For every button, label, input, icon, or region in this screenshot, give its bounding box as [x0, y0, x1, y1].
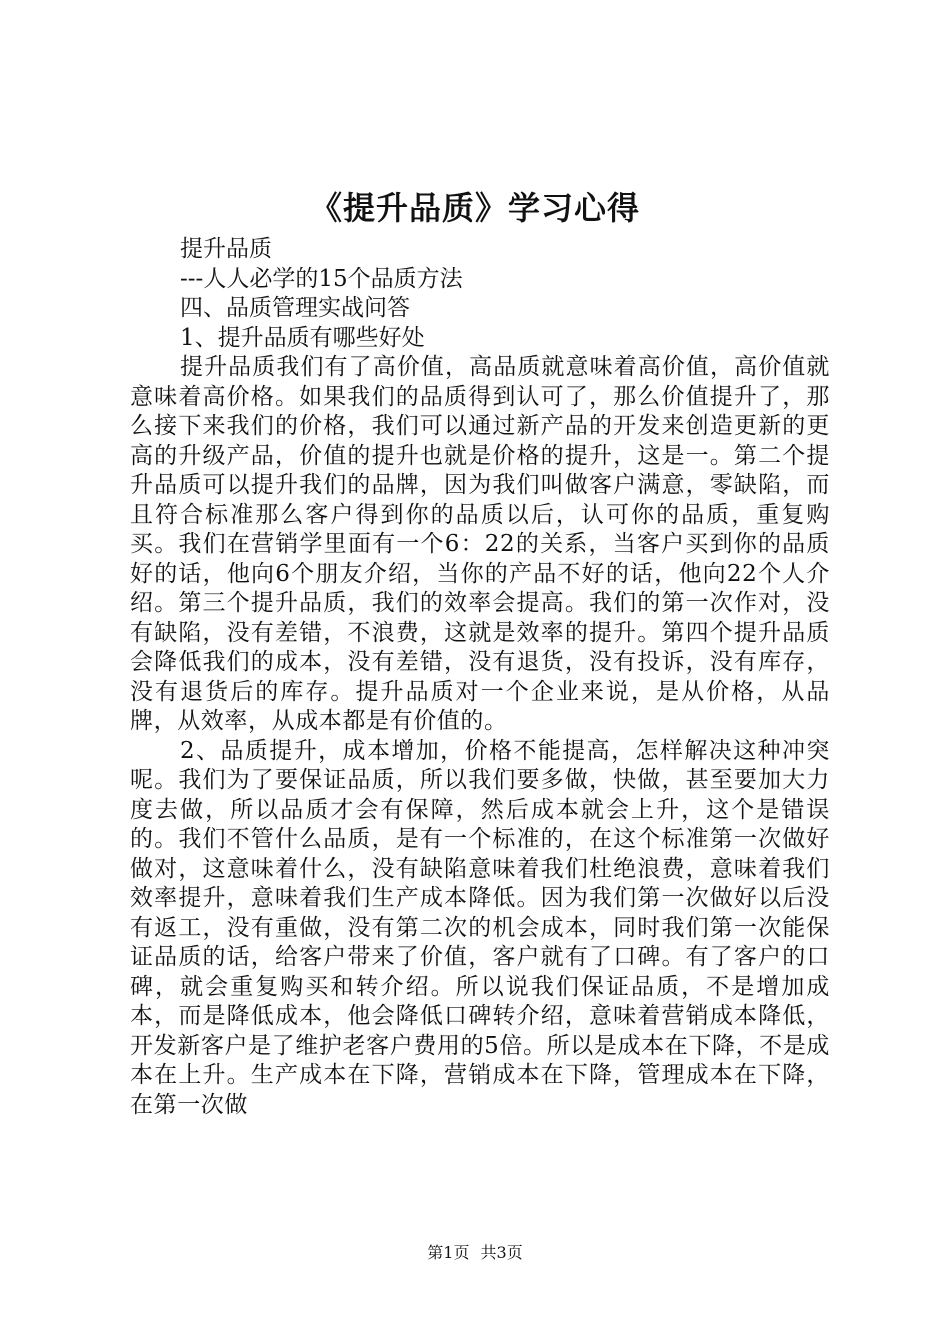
document-body [130, 235, 830, 1120]
paragraph-2: 2、品质提升，成本增加，价格不能提高，怎样解决这种冲突呢。我们为了要保证品质，所以我们要多做，快做，甚至要加大力度去做，所以品质才会有保障，然后成本就会上升，这个是错误的。我们不管什么品质，是有一个标准的，在这个标准第一次做好做对，这意味着什么，没有缺陷意味着我们杜绝浪费，意味着我们效率提升，意味着我们生产成本降低。因为我们第一次做好以后没有返工，没有重做，没有第二次的机会成本，同时我们第一次能保证品质的话，给客户带来了价值，客户就有了口碑。有了客户的口碑，就会重复购买和转介绍。所以说我们保证品质，不是增加成本，而是降低成本，他会降低口碑转介绍，意味着营销成本降低，开发新客户是了维护老客户费用的5倍。所以是成本在下降，不是成本在上升。生产成本在下降，营销成本在下降，管理成本在下降，在第一次做 [130, 737, 830, 1118]
page-footer [0, 1242, 950, 1264]
document-title: 《提升品质》学习心得 [309, 189, 640, 227]
page-number: 第1页 [427, 1243, 470, 1262]
heading-line-4: 1、提升品质有哪些好处 [180, 324, 425, 351]
paragraph-1: 提升品质我们有了高价值，高品质就意味着高价值，高价值就意味着高价格。如果我们的品质得到认可了，那么价值提升了，那么接下来我们的价格，我们可以通过新产品的开发来创造更新的更高的升级产品，价值的提升也就是价格的提升，这是一。第二个提升品质可以提升我们的品牌，因为我们叫做客户满意，零缺陷，而且符合标准那么客户得到你的品质以后，认可你的品质，重复购买。我们在营销学里面有一个6：22的关系，当客户买到你的品质好的话，他向6个朋友介绍，当你的产品不好的话，他向22个人介绍。第三个提升品质，我们的效率会提高。我们的第一次作对，没有缺陷，没有差错，不浪费，这就是效率的提升。第四个提升品质会降低我们的成本，没有差错，没有退货，没有投诉，没有库存，没有退货后的库存。提升品质对一个企业来说，是从价格，从品牌，从效率，从成本都是有价值的。 [130, 354, 830, 734]
heading-line-1: 提升品质 [180, 236, 272, 262]
heading-line-2: ---人人必学的15个品质方法 [180, 265, 463, 292]
heading-line-3: 四、品质管理实战问答 [180, 295, 410, 321]
page-total: 共3页 [480, 1243, 523, 1262]
